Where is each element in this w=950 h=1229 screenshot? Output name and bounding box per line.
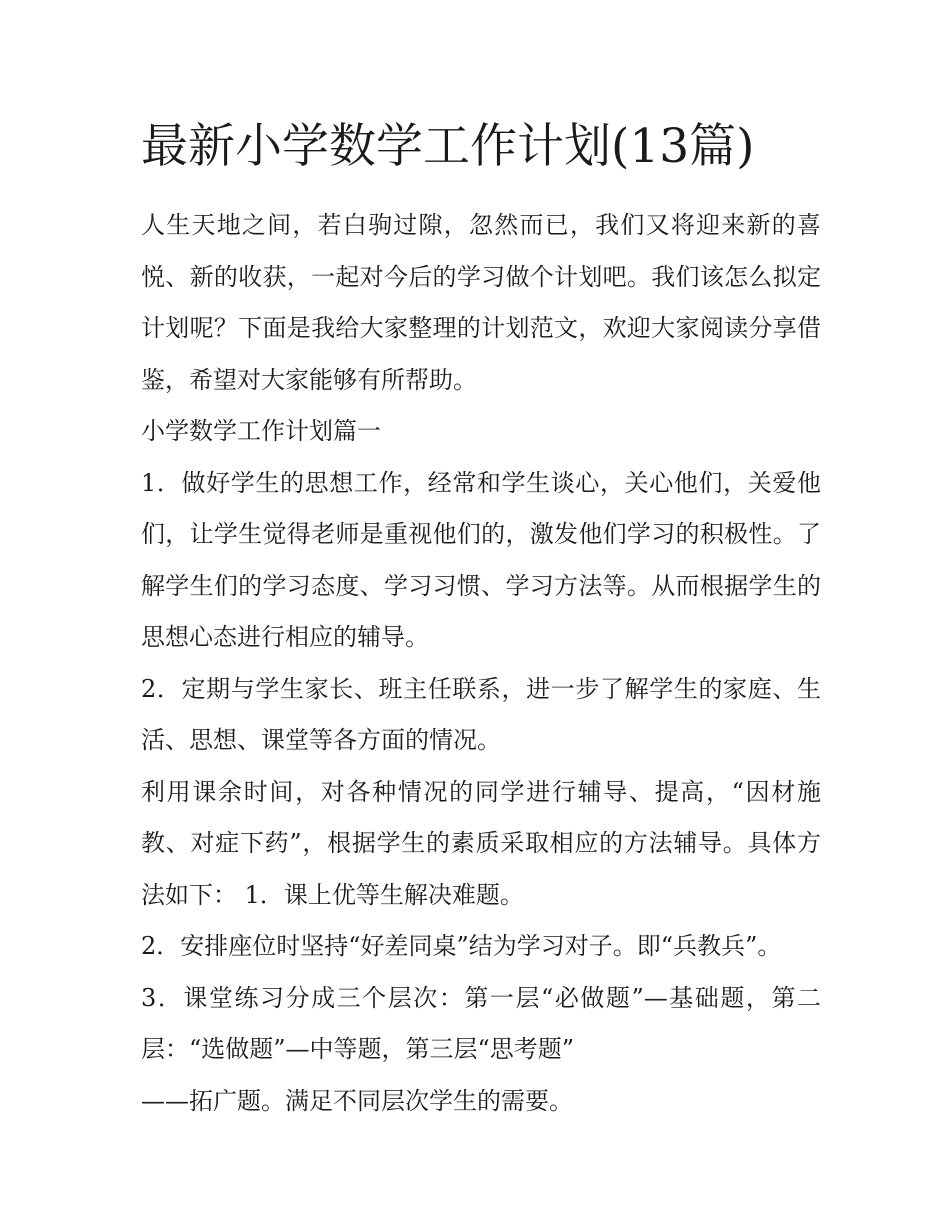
- list-item: 3．课堂练习分成三个层次：第一层“必做题”—基础题，第二层：“选做题”—中等题，第三层“思考题”: [141, 983, 821, 1063]
- document-title: 最新小学数学工作计划(13篇): [141, 119, 755, 174]
- intro-paragraph: 人生天地之间，若白驹过隙，忽然而已，我们又将迎来新的喜悦、新的收获，一起对今后的学习做个计划吧。我们该怎么拟定计划呢？下面是我给大家整理的计划范文，欢迎大家阅读分享借鉴，希望对大家能够有所帮助。: [141, 211, 821, 394]
- list-item-continuation: ——拓广题。满足不同层次学生的需要。: [141, 1086, 573, 1115]
- list-item: 1．做好学生的思想工作，经常和学生谈心，关心他们，关爱他们，让学生觉得老师是重视他们的，激发他们学习的积极性。了解学生们的学习态度、学习习惯、学习方法等。从而根据学生的思想心态进行相应的辅导。: [141, 468, 821, 651]
- section-heading: 小学数学工作计划篇一: [141, 417, 381, 445]
- list-item: 2．安排座位时坚持“好差同桌”结为学习对子。即“兵教兵”。: [141, 932, 782, 960]
- document-page: [141, 112, 821, 1127]
- body-paragraph: 利用课余时间，对各种情况的同学进行辅导、提高，“因材施教、对症下药”，根据学生的素质采取相应的方法辅导。具体方法如下： 1．课上优等生解决难题。: [141, 777, 821, 909]
- list-item: 2．定期与学生家长、班主任联系，进一步了解学生的家庭、生活、思想、课堂等各方面的情况。: [141, 674, 821, 754]
